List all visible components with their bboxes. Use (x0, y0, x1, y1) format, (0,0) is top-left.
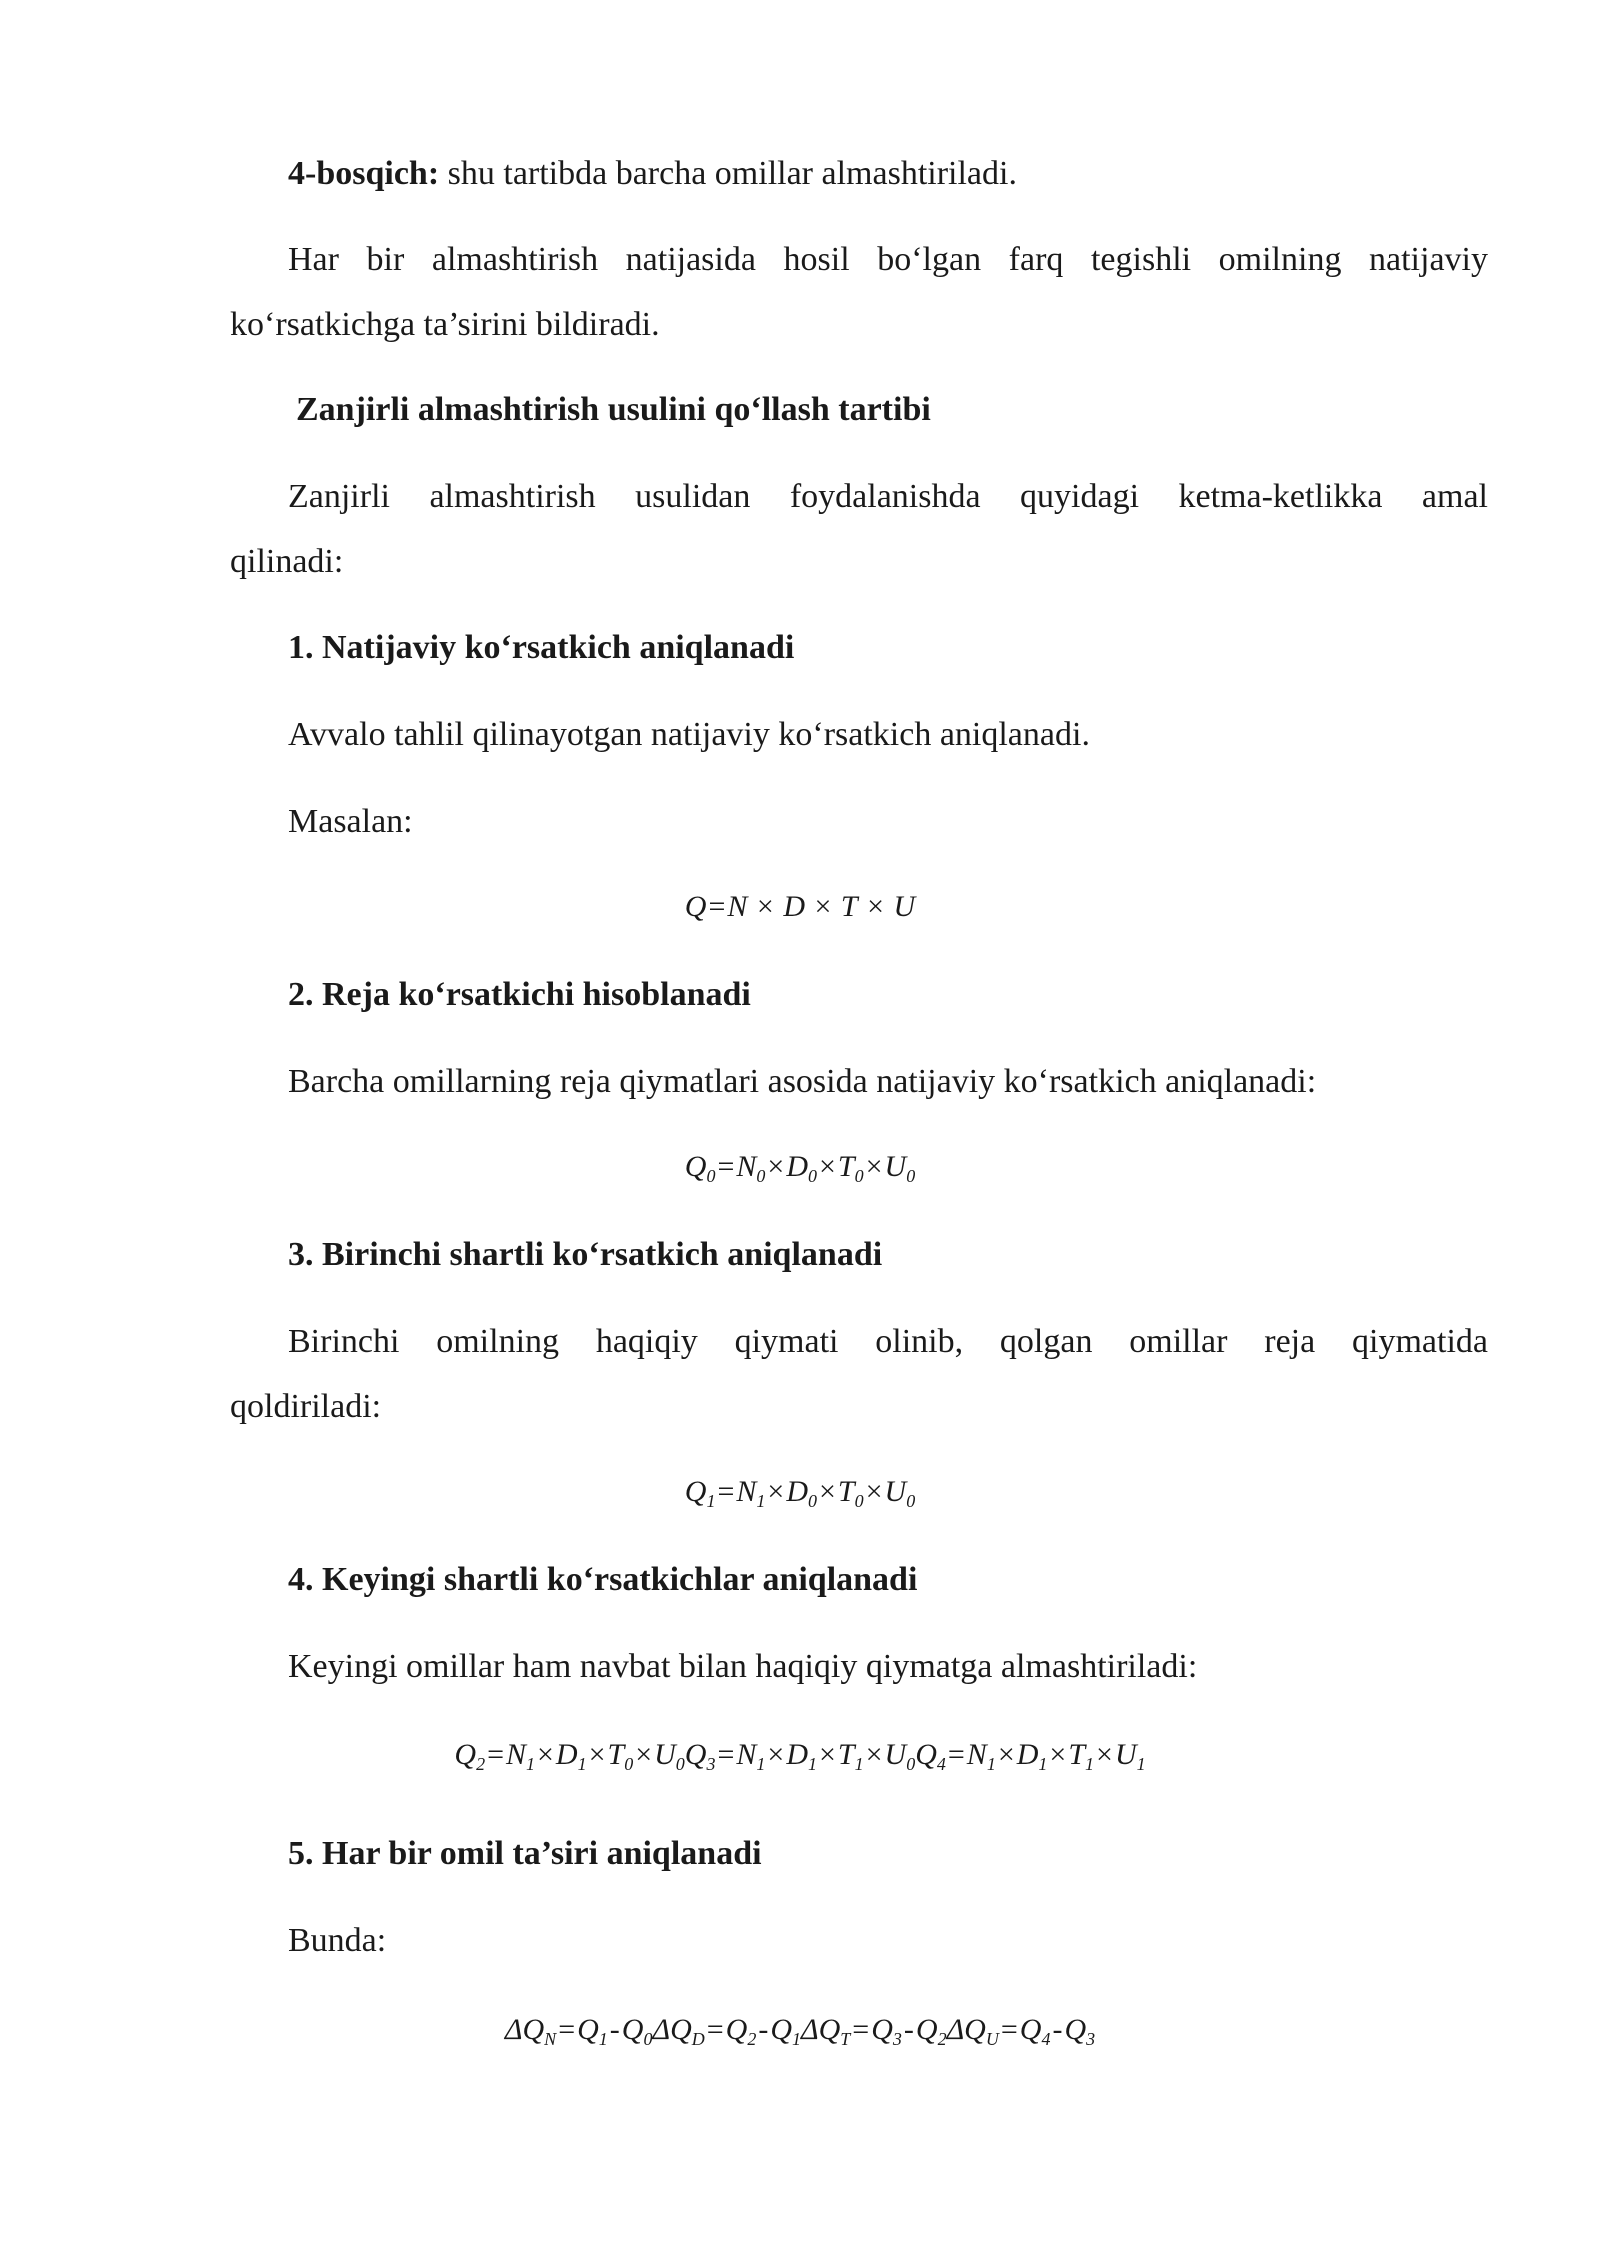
masalan-label: Masalan: (288, 803, 413, 840)
formula-q1: $Q_1=N_1\times D_0\times T_0\times U_0$ (684, 1475, 916, 1511)
step4-paragraph (288, 155, 1017, 193)
heading-4-text: Keyingi omillar ham navbat bilan haqiqiy qiymatga almashtiriladi: (288, 1648, 1198, 1685)
formula-deltas: $\Delta Q_N=Q_1-Q_0\Delta Q_D=Q_2-Q_1\Delta Q_T=Q_3-Q_2\Delta Q_U=Q_4-Q_3$ (504, 2013, 1096, 2049)
heading-3-text-line1: Birinchi omilning haqiqiy qiymati olinib, qolgan omillar reja qiymatida (288, 1323, 1488, 1360)
heading-5: 5. Har bir omil ta’siri aniqlanadi (288, 1835, 762, 1872)
bunda-label: Bunda: (288, 1922, 387, 1959)
section-title: Zanjirli almashtirish usulini qo‘llash tartibi (296, 391, 931, 428)
formula-q: Q=N × D × T × U (684, 890, 916, 923)
para1-line1: Har bir almashtirish natijasida hosil bo‘lgan farq tegishli omilning natijaviy (288, 241, 1488, 278)
formula-q2-q3-q4: $Q_2=N_1\times D_1\times T_0\times U_0Q_3=N_1\times D_1\times T_1\times U_0Q_4=N_1\times D_1\times T_1\times U_1$ (454, 1738, 1146, 1774)
heading-3-text-line2: qoldiriladi: (230, 1388, 382, 1425)
para2-line1: Zanjirli almashtirish usulidan foydalanishda quyidagi ketma-ketlikka amal (288, 478, 1488, 515)
step4-label: 4-bosqich: (288, 155, 440, 192)
para2-line2: qilinadi: (230, 543, 344, 580)
step4-text: shu tartibda barcha omillar almashtiriladi. (439, 155, 1017, 192)
heading-3: 3. Birinchi shartli ko‘rsatkich aniqlanadi (288, 1236, 883, 1273)
heading-1-text: Avvalo tahlil qilinayotgan natijaviy ko‘rsatkich aniqlanadi. (288, 716, 1090, 753)
heading-2-text: Barcha omillarning reja qiymatlari asosida natijaviy ko‘rsatkich aniqlanadi: (288, 1063, 1317, 1100)
heading-4: 4. Keyingi shartli ko‘rsatkichlar aniqlanadi (288, 1561, 918, 1598)
para1-line2: ko‘rsatkichga ta’sirini bildiradi. (230, 306, 660, 343)
heading-2: 2. Reja ko‘rsatkichi hisoblanadi (288, 976, 751, 1013)
formula-q0: $Q_0=N_0\times D_0\times T_0\times U_0$ (684, 1150, 916, 1186)
heading-1: 1. Natijaviy ko‘rsatkich aniqlanadi (288, 629, 795, 666)
